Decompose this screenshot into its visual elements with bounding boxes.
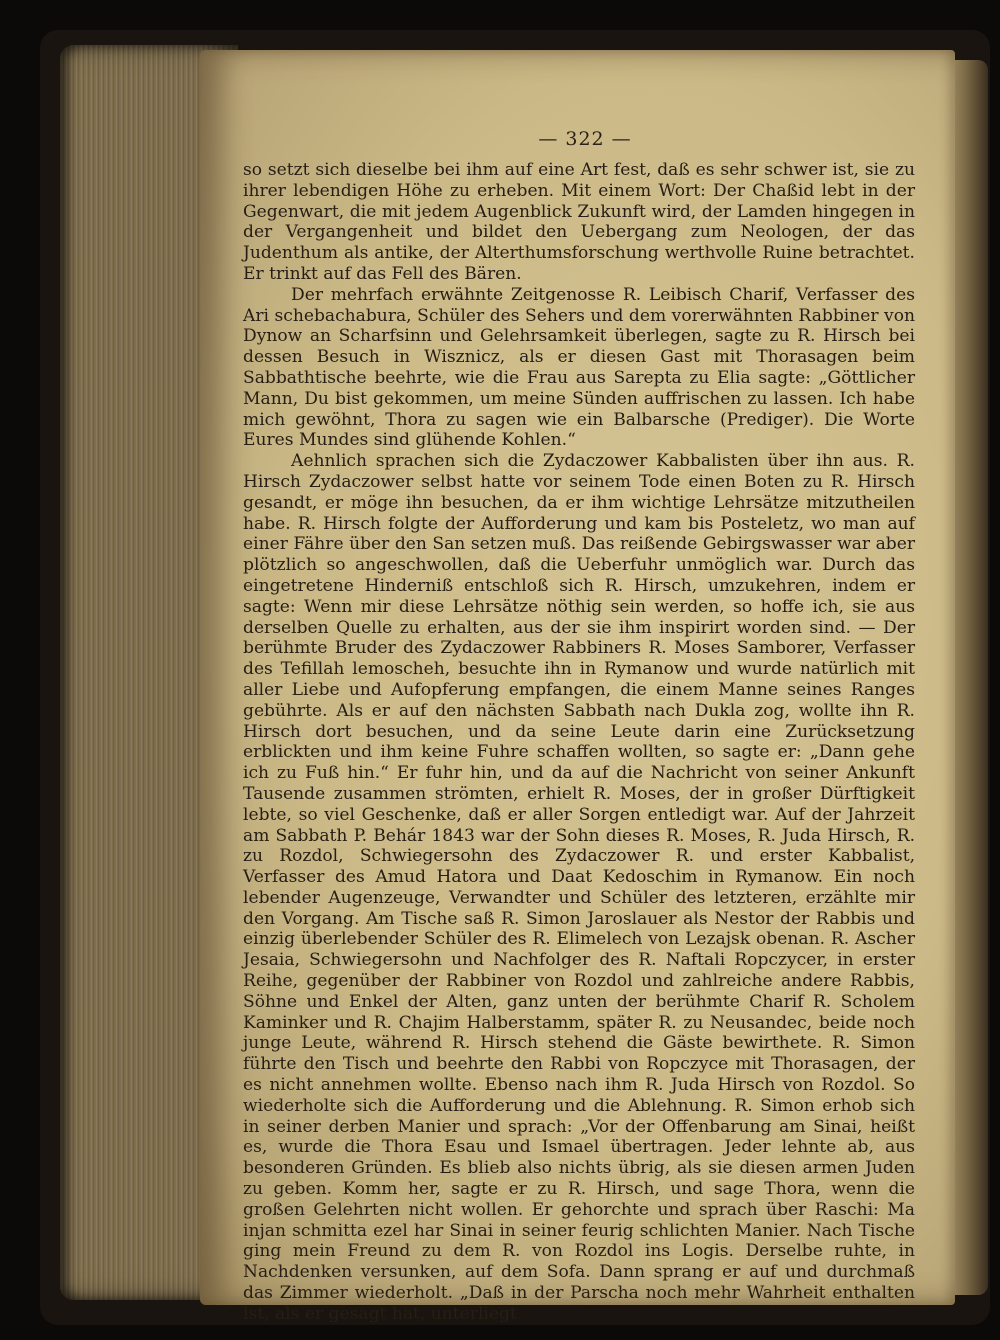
page-number: — 322 — <box>538 128 632 150</box>
paragraph-1: so setzt sich dieselbe bei ihm auf eine Art fest, daß es sehr schwer ist, sie zu ihrer lebendigen Höhe zu erheben. Mit einem Wort: Der Chaßid lebt in der Gegenwart, die mit jedem Augenblick Zukunft wird, der Lamden hingegen in der Vergangenheit und bildet den Uebergang zum Neologen, der das Judenthum als antike, der Alterthumsforschung werthvolle Ruine betrachtet. Er trinkt auf das Fell des Bären. <box>243 160 915 284</box>
body-text <box>243 160 915 1325</box>
page-edge-right <box>950 60 988 1295</box>
paragraph-2: Der mehrfach erwähnte Zeitgenosse R. Leibisch Charif, Verfasser des Ari schebachabura, Schüler des Sehers und dem vorerwähnten Rabbiner von Dynow an Scharfsinn und Gelehrsamkeit überlegen, sagte zu R. Hirsch bei dessen Besuch in Wisznicz, als er diesen Gast mit Thorasagen beim Sabbathtische beehrte, wie die Frau aus Sarepta zu Elia sagte: „Göttlicher Mann, Du bist gekommen, um meine Sünden auffrischen zu lassen. Ich habe mich gewöhnt, Thora zu sagen wie ein Balbarsche (Prediger). Die Worte Eures Mundes sind glühende Kohlen.“ <box>243 284 915 451</box>
paragraph-3: Aehnlich sprachen sich die Zydaczower Kabbalisten über ihn aus. R. Hirsch Zydaczower selbst hatte vor seinem Tode einen Boten zu R. Hirsch gesandt, er möge ihn besuchen, da er ihm wichtige Lehrsätze mitzutheilen habe. R. Hirsch folgte der Aufforderung und kam bis Posteletz, wo man auf einer Fähre über den San setzen muß. Das reißende Gebirgswasser war aber plötzlich so angeschwollen, daß die Ueberfuhr unmöglich war. Durch das eingetretene Hinderniß entschloß sich R. Hirsch, umzukehren, indem er sagte: Wenn mir diese Lehrsätze nöthig sein werden, so hoffe ich, sie aus derselben Quelle zu erhalten, aus der sie ihm inspirirt worden sind. — Der berühmte Bruder des Zydaczower Rabbiners R. Moses Samborer, Verfasser des Tefillah lemoscheh, besuchte ihn in Rymanow und wurde natürlich mit aller Liebe und Aufopferung empfangen, die einem Manne seines Ranges gebührte. Als er auf den nächsten Sabbath nach Dukla zog, wollte ihn R. Hirsch dort besuchen, und da seine Leute darin eine Zurücksetzung erblickten und ihm keine Fuhre schaffen wollten, so sagte er: „Dann gehe ich zu Fuß hin.“ Er fuhr hin, und da auf die Nachricht von seiner Ankunft Tausende zusammen strömten, erhielt R. Moses, der in großer Dürftigkeit lebte, so viel Geschenke, daß er aller Sorgen entledigt war. Auf der Jahrzeit am Sabbath P. Behár 1843 war der Sohn dieses R. Moses, R. Juda Hirsch, R. zu Rozdol, Schwiegersohn des Zydaczower R. und erster Kabbalist, Verfasser des Amud Hatora und Daat Kedoschim in Rymanow. Ein noch lebender Augenzeuge, Verwandter und Schüler des letzteren, erzählte mir den Vorgang. Am Tische saß R. Simon Jaroslauer als Nestor der Rabbis und einzig überlebender Schüler des R. Elimelech von Lezajsk obenan. R. Ascher Jesaia, Schwiegersohn und Nachfolger des R. Naftali Ropczycer, in erster Reihe, gegenüber der Rabbiner von Rozdol und zahlreiche andere Rabbis, Söhne und Enkel der Alten, ganz unten der berühmte Charif R. Scholem Kaminker und R. Chajim Halberstamm, später R. zu Neusandec, beide noch junge Leute, während R. Hirsch stehend die Gäste bewirthete. R. Simon führte den Tisch und beehrte den Rabbi von Ropczyce mit Thorasagen, der es nicht annehmen wollte. Ebenso nach ihm R. Juda Hirsch von Rozdol. So wiederholte sich die Aufforderung und die Ablehnung. R. Simon erhob sich in seiner derben Manier und sprach: „Vor der Offenbarung am Sinai, heißt es, wurde die Thora Esau und Ismael übertragen. Jeder lehnte ab, aus besonderen Gründen. Es blieb also nichts übrig, als sie diesen armen Juden zu geben. Komm her, sagte er zu R. Hirsch, und sage Thora, wenn die großen Gelehrten nicht wollen. Er gehorchte und sprach über Raschi: Ma injan schmitta ezel har Sinai in seiner feurig schlichten Manier. Nach Tische ging mein Freund zu dem R. von Rozdol ins Logis. Derselbe ruhte, in Nachdenken versunken, auf dem Sofa. Dann sprang er auf und durchmaß das Zimmer wiederholt. „Daß in der Parscha noch mehr Wahrheit enthalten ist, als er gesagt hat, unterliegt <box>243 451 915 1324</box>
